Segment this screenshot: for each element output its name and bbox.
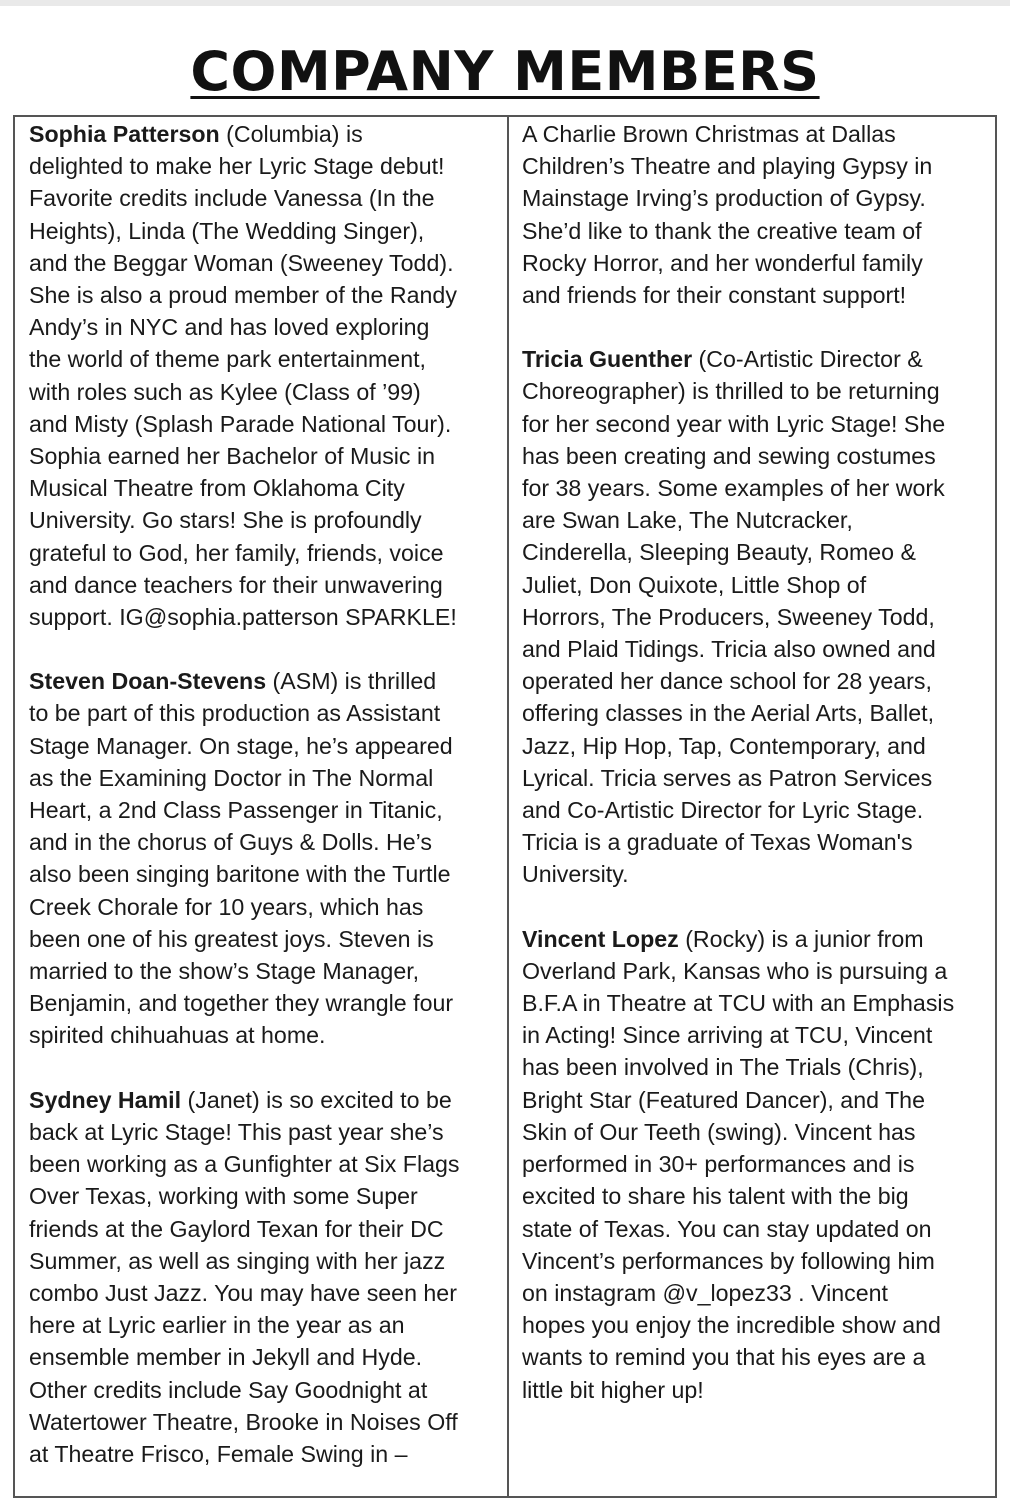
bio-text: wants to remind you that his eyes are a — [522, 1344, 926, 1371]
member-name: Sydney Hamil — [29, 1086, 182, 1113]
bio-line — [29, 601, 507, 633]
member-name: Tricia Guenther — [522, 346, 693, 373]
bio-text: spirited chihuahuas at home. — [29, 1022, 326, 1049]
bio-text: operated her dance school for 28 years, — [522, 668, 932, 695]
bio-text: Over Texas, working with some Super — [29, 1183, 418, 1210]
bio-line — [29, 1213, 507, 1245]
bio-line — [29, 311, 507, 343]
member-bio — [522, 343, 995, 890]
bio-line — [29, 858, 507, 890]
bio-line — [29, 150, 507, 182]
bio-line — [29, 182, 507, 214]
bio-line — [522, 826, 995, 858]
member-bio — [29, 118, 507, 633]
bio-text: Benjamin, and together they wrangle four — [29, 990, 454, 1017]
bio-line — [29, 1148, 507, 1180]
bio-line — [29, 343, 507, 375]
bio-text: Bright Star (Featured Dancer), and The — [522, 1086, 925, 1113]
bio-text: Stage Manager. On stage, he’s appeared — [29, 732, 453, 759]
bio-text: She is also a proud member of the Randy — [29, 282, 457, 309]
bio-text: at Theatre Frisco, Female Swing in – — [29, 1440, 408, 1467]
bio-text: also been singing baritone with the Turtle — [29, 861, 451, 888]
bio-line — [29, 472, 507, 504]
bio-text: and Misty (Splash Parade National Tour). — [29, 410, 452, 437]
bio-text: Lyrical. Tricia serves as Patron Services — [522, 764, 933, 791]
left-column — [15, 117, 509, 1496]
bio-line — [522, 1116, 995, 1148]
bio-line — [29, 1116, 507, 1148]
bio-line — [29, 1019, 507, 1051]
bio-text: ensemble member in Jekyll and Hyde. — [29, 1344, 423, 1371]
bio-text: Heart, a 2nd Class Passenger in Titanic, — [29, 797, 443, 824]
bio-text: Skin of Our Teeth (swing). Vincent has — [522, 1118, 916, 1145]
bio-text: (Rocky) is a junior from — [678, 925, 924, 952]
bio-line — [522, 987, 995, 1019]
bio-text: Choreographer) is thrilled to be returning — [522, 378, 940, 405]
bio-line — [29, 665, 507, 697]
bio-line — [29, 279, 507, 311]
page-title: COMPANY MEMBERS — [190, 40, 820, 103]
bio-text: She’d like to thank the creative team of — [522, 217, 922, 244]
bio-text: as the Examining Doctor in The Normal — [29, 764, 434, 791]
member-name: Steven Doan-Stevens — [29, 668, 267, 695]
bio-line — [29, 697, 507, 729]
bio-text: back at Lyric Stage! This past year she’s — [29, 1118, 444, 1145]
bio-line — [522, 343, 995, 375]
bio-text: been one of his greatest joys. Steven is — [29, 925, 434, 952]
bio-text: University. Go stars! She is profoundly — [29, 507, 422, 534]
bio-line — [29, 1406, 507, 1438]
bio-text: support. IG@sophia.patterson SPARKLE! — [29, 604, 457, 631]
right-column — [509, 117, 995, 1496]
bio-line — [522, 182, 995, 214]
bio-text: Other credits include Say Goodnight at — [29, 1376, 428, 1403]
bio-text: for her second year with Lyric Stage! She — [522, 410, 946, 437]
bio-line — [29, 1277, 507, 1309]
bio-line — [29, 408, 507, 440]
bio-text: (Co-Artistic Director & — [692, 346, 923, 373]
bio-line — [522, 408, 995, 440]
bio-text: Creek Chorale for 10 years, which has — [29, 893, 424, 920]
bio-text: Overland Park, Kansas who is pursuing a — [522, 957, 948, 984]
bio-text: Juliet, Don Quixote, Little Shop of — [522, 571, 867, 598]
bio-text: and dance teachers for their unwavering — [29, 571, 443, 598]
bio-line — [522, 1213, 995, 1245]
top-edge — [0, 0, 1010, 6]
bio-line — [522, 665, 995, 697]
bio-text: Horrors, The Producers, Sweeney Todd, — [522, 603, 935, 630]
bio-line — [522, 215, 995, 247]
bio-line — [522, 633, 995, 665]
bio-text: B.F.A in Theatre at TCU with an Emphasis — [522, 990, 955, 1017]
bio-text: here at Lyric earlier in the year as an — [29, 1312, 405, 1339]
bio-text: (Janet) is so excited to be — [181, 1086, 452, 1113]
bio-line — [522, 955, 995, 987]
bio-text: delighted to make her Lyric Stage debut! — [29, 153, 445, 180]
bio-line — [522, 504, 995, 536]
bio-line — [29, 955, 507, 987]
bio-line — [29, 1374, 507, 1406]
bio-text: state of Texas. You can stay updated on — [522, 1215, 932, 1242]
bio-text: with roles such as Kylee (Class of ’99) — [29, 378, 421, 405]
member-bio — [522, 923, 995, 1406]
bio-line — [522, 1180, 995, 1212]
bio-line — [522, 1341, 995, 1373]
bio-line — [522, 923, 995, 955]
bio-text: has been involved in The Trials (Chris), — [522, 1054, 924, 1081]
bio-line — [522, 1148, 995, 1180]
bio-line — [29, 1438, 507, 1470]
bio-line — [29, 1245, 507, 1277]
bio-line — [522, 762, 995, 794]
bio-text: the world of theme park entertainment, — [29, 346, 426, 373]
bio-text: performed in 30+ performances and is — [522, 1151, 915, 1178]
bio-text: has been creating and sewing costumes — [522, 442, 936, 469]
bio-text: Sophia earned her Bachelor of Music in — [29, 443, 436, 470]
bio-text: combo Just Jazz. You may have seen her — [29, 1279, 457, 1306]
member-name: Sophia Patterson — [29, 121, 220, 147]
bio-line — [29, 794, 507, 826]
bio-text: Summer, as well as singing with her jazz — [29, 1247, 446, 1274]
bio-text: to be part of this production as Assistant — [29, 700, 441, 727]
bio-line — [29, 730, 507, 762]
bio-text: A Charlie Brown Christmas at Dallas — [522, 121, 896, 147]
bio-text: and in the chorus of Guys & Dolls. He’s — [29, 829, 432, 856]
bio-line — [29, 247, 507, 279]
bio-text: in Acting! Since arriving at TCU, Vincent — [522, 1022, 933, 1049]
bio-text: and friends for their constant support! — [522, 282, 907, 309]
bio-line — [522, 1309, 995, 1341]
bio-line — [522, 1084, 995, 1116]
bio-text: for 38 years. Some examples of her work — [522, 475, 945, 502]
bio-line — [29, 826, 507, 858]
bio-line — [29, 1084, 507, 1116]
bio-text: University. — [522, 861, 629, 888]
bios-table — [13, 115, 997, 1498]
bio-line — [29, 569, 507, 601]
bio-text: Rocky Horror, and her wonderful family — [522, 249, 923, 276]
bio-text: Watertower Theatre, Brooke in Noises Off — [29, 1408, 458, 1435]
bio-text: Jazz, Hip Hop, Tap, Contemporary, and — [522, 732, 926, 759]
member-bio — [29, 665, 507, 1051]
bio-line — [29, 762, 507, 794]
bio-text: Mainstage Irving’s production of Gypsy. — [522, 185, 926, 212]
bio-line — [29, 891, 507, 923]
bio-line — [522, 1374, 995, 1406]
bio-text: Andy’s in NYC and has loved exploring — [29, 314, 430, 341]
bio-line — [522, 1019, 995, 1051]
bio-line — [522, 1051, 995, 1083]
bio-line — [522, 697, 995, 729]
bio-line — [522, 858, 995, 890]
bio-line — [29, 923, 507, 955]
bio-line — [29, 118, 507, 150]
bio-line — [522, 730, 995, 762]
bio-line — [29, 1309, 507, 1341]
member-bio — [29, 1084, 507, 1470]
bio-text: and the Beggar Woman (Sweeney Todd). — [29, 249, 454, 276]
bio-line — [522, 1245, 995, 1277]
bio-text: little bit higher up! — [522, 1376, 704, 1403]
bio-text: Children’s Theatre and playing Gypsy in — [522, 153, 933, 180]
bio-line — [522, 279, 995, 311]
member-bio — [522, 118, 995, 311]
bio-line — [29, 1341, 507, 1373]
bio-text: married to the show’s Stage Manager, — [29, 958, 420, 985]
bio-line — [522, 440, 995, 472]
bio-text: excited to share his talent with the big — [522, 1183, 909, 1210]
bio-text: are Swan Lake, The Nutcracker, — [522, 507, 853, 534]
bio-line — [522, 150, 995, 182]
bio-text: Vincent’s performances by following him — [522, 1247, 935, 1274]
bio-line — [29, 504, 507, 536]
bio-text: Favorite credits include Vanessa (In the — [29, 185, 435, 212]
bio-line — [522, 536, 995, 568]
bio-line — [522, 601, 995, 633]
bio-line — [522, 569, 995, 601]
bio-text: Cinderella, Sleeping Beauty, Romeo & — [522, 539, 916, 566]
bio-line — [522, 247, 995, 279]
bio-text: and Co-Artistic Director for Lyric Stage. — [522, 797, 924, 824]
bio-text: and Plaid Tidings. Tricia also owned and — [522, 636, 936, 663]
bio-text: been working as a Gunfighter at Six Flags — [29, 1151, 460, 1178]
bio-line — [522, 118, 995, 150]
bio-text: offering classes in the Aerial Arts, Ballet, — [522, 700, 935, 727]
bio-line — [29, 215, 507, 247]
bio-text: Tricia is a graduate of Texas Woman's — [522, 829, 913, 856]
bio-line — [29, 376, 507, 408]
bio-text: on instagram @v_lopez33 . Vincent — [522, 1279, 888, 1306]
bio-line — [522, 375, 995, 407]
member-name: Vincent Lopez — [522, 925, 679, 952]
bio-line — [522, 1277, 995, 1309]
bio-text: (Columbia) is — [219, 121, 363, 147]
bio-text: hopes you enjoy the incredible show and — [522, 1312, 941, 1339]
bio-text: Heights), Linda (The Wedding Singer), — [29, 217, 425, 244]
bio-line — [29, 987, 507, 1019]
bio-line — [29, 537, 507, 569]
bio-text: friends at the Gaylord Texan for their DC — [29, 1215, 444, 1242]
bio-text: grateful to God, her family, friends, voice — [29, 539, 444, 566]
bio-text: (ASM) is thrilled — [266, 668, 437, 695]
bio-text: Musical Theatre from Oklahoma City — [29, 475, 405, 502]
bio-line — [522, 794, 995, 826]
bio-line — [29, 1180, 507, 1212]
bio-line — [522, 472, 995, 504]
bio-line — [29, 440, 507, 472]
